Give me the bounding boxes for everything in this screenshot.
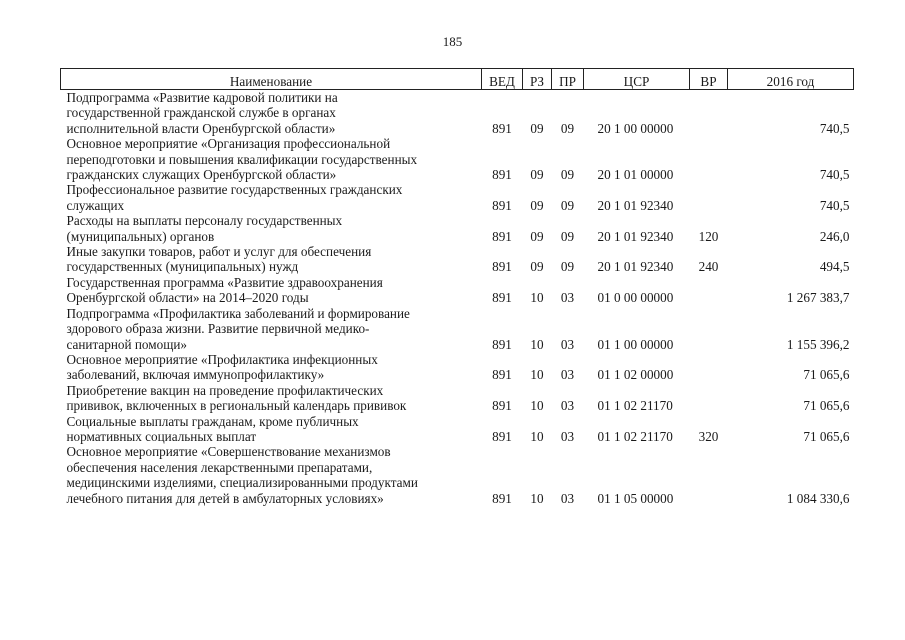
row-name-line: служащих <box>66 197 125 213</box>
row-name-line: государственной гражданской службе в органах <box>66 105 336 121</box>
row-csr: 01 1 02 21170 <box>597 398 673 414</box>
row-csr: 20 1 01 00000 <box>597 167 674 183</box>
row-name-line: (муниципальных) органов <box>66 228 215 244</box>
row-amount: 71 065,6 <box>803 367 850 383</box>
row-vr <box>690 90 728 137</box>
row-rz: 09 <box>530 259 544 275</box>
budget-table <box>60 68 854 506</box>
row-name-line: Государственная программа «Развитие здравоохранения <box>66 274 383 290</box>
row-csr: 20 1 01 92340 <box>597 228 674 244</box>
row-name-line: заболеваний, включая иммунопрофилактику» <box>66 367 325 383</box>
row-name-line: обеспечения населения лекарственными препаратами, <box>66 459 373 475</box>
row-amount: 494,5 <box>819 259 850 275</box>
row-name-line: гражданских служащих Оренбургской области» <box>66 167 337 183</box>
row-vr <box>690 444 728 506</box>
row-vr <box>690 306 728 352</box>
row-name <box>61 275 482 306</box>
row-rz: 09 <box>530 197 544 213</box>
table-row <box>61 306 854 352</box>
row-name <box>61 244 482 275</box>
row-ved: 891 <box>492 290 512 306</box>
header-amount: 2016 год <box>728 69 854 90</box>
row-rz: 09 <box>530 167 544 183</box>
row-amount: 71 065,6 <box>803 398 850 414</box>
row-ved: 891 <box>492 259 512 275</box>
row-csr: 01 1 02 00000 <box>597 367 674 383</box>
table-body <box>61 90 854 506</box>
row-rz: 10 <box>530 490 544 506</box>
row-csr: 01 1 02 21170 <box>597 428 673 444</box>
row-name-line: здорового образа жизни. Развитие первичной медико- <box>66 321 370 337</box>
row-amount: 740,5 <box>819 167 850 183</box>
row-ved: 891 <box>492 120 512 136</box>
table-row <box>61 244 854 275</box>
table-row <box>61 136 854 182</box>
row-name <box>61 414 482 445</box>
row-csr: 01 1 05 00000 <box>597 490 674 506</box>
row-pr: 09 <box>560 228 575 244</box>
row-name-line: Основное мероприятие «Организация профессиональной <box>66 136 391 152</box>
row-ved: 891 <box>492 228 512 244</box>
header-rz: РЗ <box>523 69 552 90</box>
row-ved: 891 <box>492 197 512 213</box>
row-name-line: нормативных социальных выплат <box>66 428 257 444</box>
row-name <box>61 352 482 383</box>
row-rz: 10 <box>530 290 544 306</box>
row-vr <box>690 352 728 383</box>
row-name-line: Оренбургской области» на 2014–2020 годы <box>66 290 309 306</box>
table-row <box>61 352 854 383</box>
row-name <box>61 182 482 213</box>
row-amount: 740,5 <box>819 197 850 213</box>
row-pr: 09 <box>560 197 575 213</box>
row-name-line: медицинскими изделиями, специализированными продуктами <box>66 475 418 491</box>
row-ved: 891 <box>492 428 512 444</box>
row-name <box>61 136 482 182</box>
row-amount: 71 065,6 <box>803 428 850 444</box>
table-row <box>61 383 854 414</box>
header-name: Наименование <box>61 69 482 90</box>
row-amount: 1 155 396,2 <box>786 336 850 352</box>
row-ved: 891 <box>492 367 512 383</box>
row-rz: 09 <box>530 228 544 244</box>
row-name-line: Приобретение вакцин на проведение профилактических <box>66 382 384 398</box>
row-name-line: Основное мероприятие «Профилактика инфекционных <box>66 351 378 367</box>
table-row <box>61 182 854 213</box>
row-pr: 03 <box>560 398 575 414</box>
table-header-row <box>61 69 854 90</box>
row-vr: 240 <box>698 259 719 275</box>
row-name-line: санитарной помощи» <box>66 336 188 352</box>
row-vr <box>690 136 728 182</box>
row-vr: 320 <box>698 428 719 444</box>
row-rz: 10 <box>530 367 544 383</box>
row-name-line: Расходы на выплаты персоналу государственных <box>66 213 343 229</box>
row-csr: 01 0 00 00000 <box>597 290 674 306</box>
table-row <box>61 414 854 445</box>
row-vr <box>690 383 728 414</box>
row-amount: 1 267 383,7 <box>786 290 850 306</box>
row-pr: 03 <box>560 490 575 506</box>
row-vr <box>690 182 728 213</box>
row-name-line: Подпрограмма «Развитие кадровой политики на <box>66 90 338 105</box>
row-csr: 20 1 00 00000 <box>597 120 674 136</box>
row-name-line: переподготовки и повышения квалификации государственных <box>66 151 418 167</box>
header-ved: ВЕД <box>482 69 523 90</box>
row-vr <box>690 275 728 306</box>
row-rz: 09 <box>530 120 544 136</box>
row-vr: 120 <box>698 228 719 244</box>
row-csr: 01 1 00 00000 <box>597 336 674 352</box>
row-amount: 246,0 <box>819 228 850 244</box>
row-name-line: прививок, включенных в региональный календарь прививок <box>66 398 407 414</box>
row-pr: 09 <box>560 120 575 136</box>
header-pr: ПР <box>552 69 584 90</box>
row-name <box>61 444 482 506</box>
row-pr: 03 <box>560 367 575 383</box>
table-row <box>61 90 854 137</box>
table-row <box>61 275 854 306</box>
row-name-line: Профессиональное развитие государственных гражданских <box>66 182 403 198</box>
row-rz: 10 <box>530 398 544 414</box>
header-csr: ЦСР <box>584 69 690 90</box>
table-row <box>61 213 854 244</box>
row-name-line: лечебного питания для детей в амбулаторных условиях» <box>66 490 384 506</box>
row-rz: 10 <box>530 336 544 352</box>
row-name <box>61 90 482 137</box>
row-csr: 20 1 01 92340 <box>597 197 674 213</box>
row-ved: 891 <box>492 167 512 183</box>
row-rz: 10 <box>530 428 544 444</box>
row-pr: 03 <box>560 336 575 352</box>
row-pr: 03 <box>560 290 575 306</box>
row-pr: 09 <box>560 259 575 275</box>
row-name <box>61 383 482 414</box>
row-ved: 891 <box>492 336 512 352</box>
row-name <box>61 306 482 352</box>
row-name <box>61 213 482 244</box>
row-name-line: исполнительной власти Оренбургской области» <box>66 120 336 136</box>
page-number: 185 <box>442 34 463 49</box>
row-name-line: Основное мероприятие «Совершенствование механизмов <box>66 444 391 460</box>
row-pr: 09 <box>560 167 575 183</box>
row-amount: 1 084 330,6 <box>786 490 850 506</box>
row-name-line: Подпрограмма «Профилактика заболеваний и формирование <box>66 305 410 321</box>
row-ved: 891 <box>492 398 512 414</box>
table-row <box>61 444 854 506</box>
row-amount: 740,5 <box>819 120 850 136</box>
row-ved: 891 <box>492 490 512 506</box>
row-csr: 20 1 01 92340 <box>597 259 674 275</box>
row-name-line: Социальные выплаты гражданам, кроме публичных <box>66 413 359 429</box>
row-name-line: государственных (муниципальных) нужд <box>66 259 299 275</box>
row-name-line: Иные закупки товаров, работ и услуг для обеспечения <box>66 244 372 260</box>
header-vr: ВР <box>690 69 728 90</box>
row-pr: 03 <box>560 428 575 444</box>
